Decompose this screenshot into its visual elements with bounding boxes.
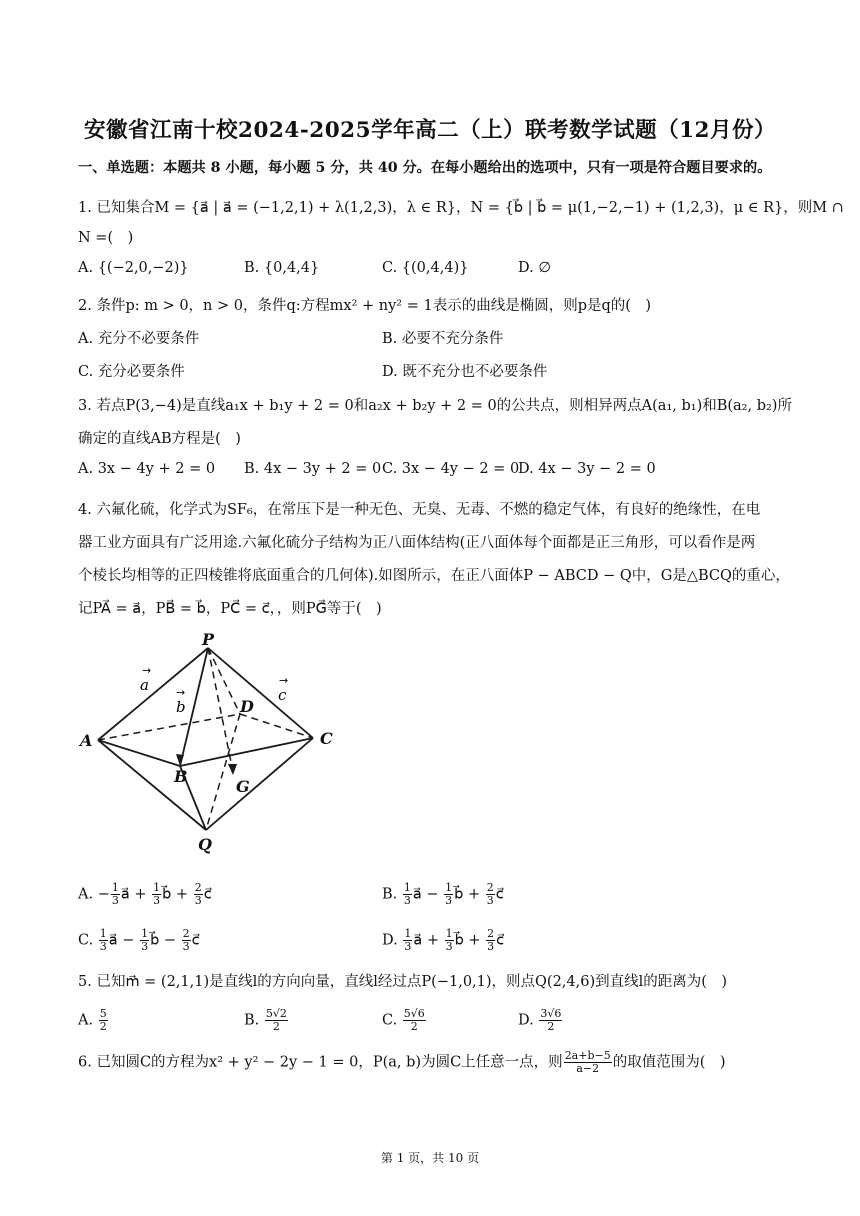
question-3-option-a: A. 3x − 4y + 2 = 0 — [78, 461, 216, 477]
vertex-q-label: Q — [198, 835, 212, 854]
question-3-option-d: D. 4x − 3y − 2 = 0 — [518, 461, 656, 477]
question-4-option-d: D. $\frac{1}{3}$ a⃗ + $\frac{1}{3}$ b⃗ + $\frac{2}{3}$ c⃗ — [382, 927, 505, 953]
question-1-option-a: A. {(−2,0,−2)} — [78, 260, 189, 276]
question-2-line-1: 2. 条件p: m > 0，n > 0，条件q:方程mx² + ny² = 1表示的曲线是椭圆，则p是q的( ) — [78, 298, 652, 314]
question-1-line-2: N =( ) — [78, 230, 134, 246]
page-title: 安徽省江南十校2024-2025学年高二（上）联考数学试题（12月份） — [83, 118, 777, 143]
vertex-b-label: B — [174, 767, 188, 786]
svg-text:→: → — [142, 664, 152, 677]
vector-a-label: a — [140, 676, 149, 694]
svg-text:→: → — [176, 686, 186, 699]
question-5-option-d: D. $\frac{3√6}{2}$ — [518, 1007, 562, 1033]
question-3-line-1: 3. 若点P(3,−4)是直线a₁x + b₁y + 2 = 0和a₂x + b₂y + 2 = 0的公共点，则相异两点A(a₁, b₁)和B(a₂, b₂)所 — [78, 398, 792, 414]
vertex-d-label: D — [240, 697, 254, 716]
point-g-label: G — [236, 777, 250, 796]
question-4-line-2: 器工业方面具有广泛用途.六氟化硫分子结构为正八面体结构(正八面体每个面都是正三角形，可以看作是两 — [78, 535, 756, 551]
question-1-option-c: C. {(0,4,4)} — [382, 260, 469, 276]
section-heading: 一、单选题：本题共 8 小题，每小题 5 分，共 40 分。在每小题给出的选项中，只有一项是符合题目要求的。 — [78, 160, 772, 176]
question-5-option-a: A. $\frac{5}{2}$ — [78, 1007, 107, 1033]
octahedron-figure — [78, 630, 358, 860]
question-2-option-d: D. 既不充分也不必要条件 — [382, 364, 548, 380]
question-5-line-1: 5. 已知m⃗ = (2,1,1)是直线l的方向向量，直线l经过点P(−1,0,1)，则点Q(2,4,6)到直线l的距离为( ) — [78, 974, 728, 990]
question-5-option-c: C. $\frac{5√6}{2}$ — [382, 1007, 425, 1033]
question-2-option-b: B. 必要不充分条件 — [382, 331, 504, 347]
question-4-option-a: A. − $\frac{1}{3}$ a⃗ + $\frac{1}{3}$ b⃗ + $\frac{2}{3}$ c⃗ — [78, 881, 212, 907]
vertex-c-label: C — [320, 729, 333, 748]
question-4-line-3: 个棱长均相等的正四棱锥将底面重合的几何体).如图所示，在正八面体P − ABCD − Q中，G是△BCQ的重心， — [78, 568, 790, 584]
question-3-line-2: 确定的直线AB方程是( ) — [78, 431, 241, 447]
vector-c-label: c — [278, 686, 287, 704]
question-1-option-b: B. {0,4,4} — [244, 260, 320, 276]
question-4-line-4: 记PA⃗ = a⃗，PB⃗ = b⃗，PC⃗ = c⃗，，则PG⃗等于( ) — [78, 601, 382, 617]
question-4-option-b: B. $\frac{1}{3}$ a⃗ − $\frac{1}{3}$ b⃗ + $\frac{2}{3}$ c⃗ — [382, 881, 504, 907]
vertex-a-label: A — [80, 731, 93, 750]
svg-text:→: → — [279, 674, 289, 687]
question-1-option-d: D. ∅ — [518, 260, 551, 276]
question-2-option-c: C. 充分必要条件 — [78, 364, 185, 380]
question-6-line-1: 6. 已知圆C的方程为x² + y² − 2y − 1 = 0，P(a, b)为圆C上任意一点，则 $\frac{2a+b-5}{a-2}$ 的取值范围为( ) — [78, 1049, 726, 1075]
question-1-line-1: 1. 已知集合M = {a⃗ | a⃗ = (−1,2,1) + λ(1,2,3)，λ ∈ R}，N = {b⃗ | b⃗ = μ(1,−2,−1) + (1,2,3)，μ ∈ R}，则M ∩ — [78, 200, 844, 216]
vector-b-label: b — [176, 698, 186, 716]
question-4-option-c: C. $\frac{1}{3}$ a⃗ − $\frac{1}{3}$ b⃗ − $\frac{2}{3}$ c⃗ — [78, 927, 200, 953]
question-3-option-c: C. 3x − 4y − 2 = 0 — [382, 461, 520, 477]
vertex-p-label: P — [202, 630, 215, 649]
question-5-option-b: B. $\frac{5√2}{2}$ — [244, 1007, 287, 1033]
question-3-option-b: B. 4x − 3y + 2 = 0 — [244, 461, 382, 477]
question-4-line-1: 4. 六氟化硫，化学式为SF₆，在常压下是一种无色、无臭、无毒、不燃的稳定气体，有良好的绝缘性，在电 — [78, 502, 761, 518]
question-2-option-a: A. 充分不必要条件 — [78, 331, 200, 347]
page-footer: 第 1 页，共 10 页 — [380, 1151, 480, 1165]
